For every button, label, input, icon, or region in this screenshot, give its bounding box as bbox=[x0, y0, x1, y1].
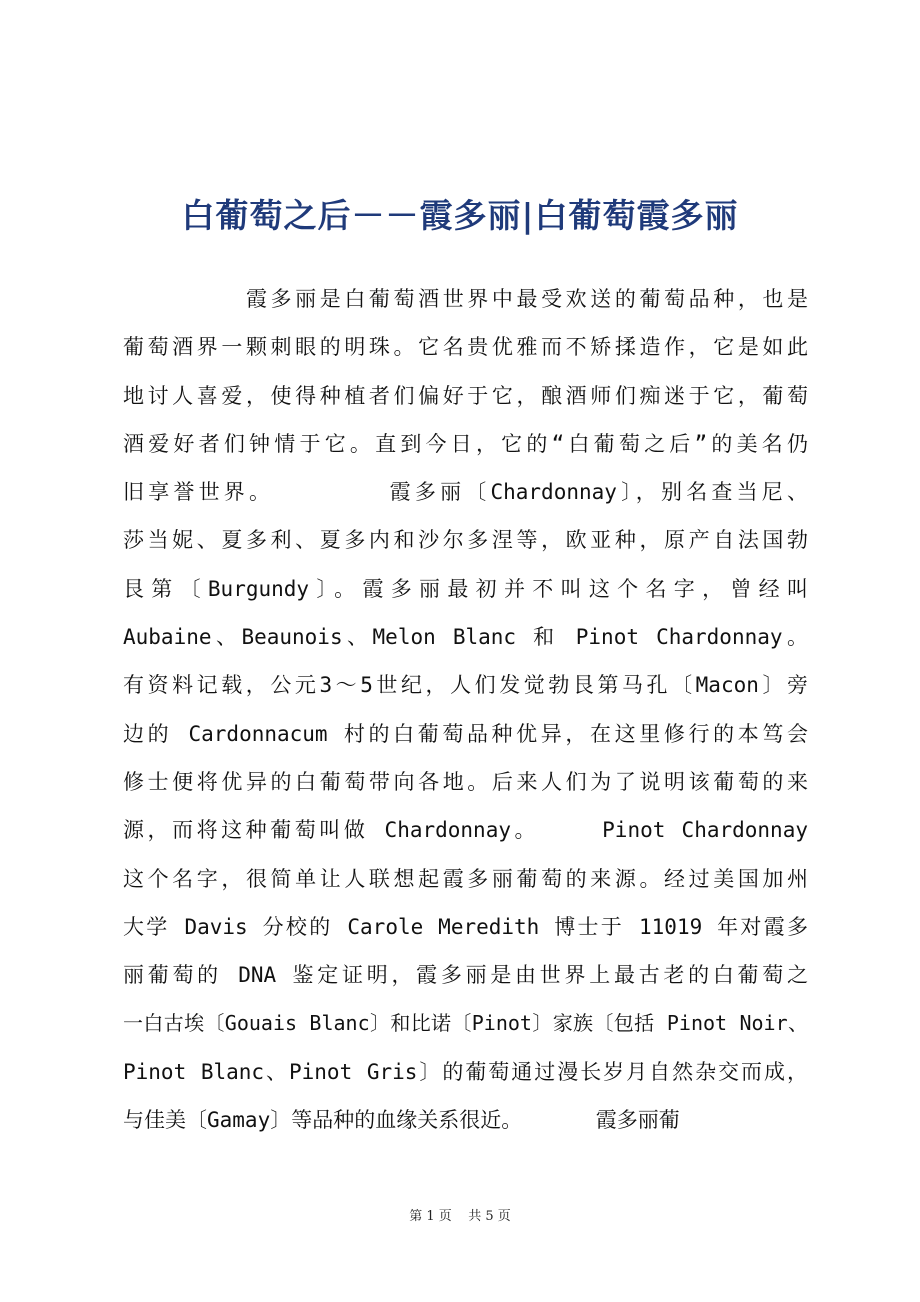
text-line: 霞多丽是白葡萄酒世界中最受欢送的葡萄品种，也是 bbox=[123, 287, 808, 311]
text-line: Aubaine、Beaunois、Melon Blanc 和 Pinot Chardonnay。 bbox=[123, 625, 808, 650]
text-line: 一白古埃〔Gouais Blanc〕和比诺〔Pinot〕家族〔包括 Pinot Noir、 bbox=[123, 1011, 808, 1036]
text-line: 边的 Cardonnacum 村的白葡萄品种优异，在这里修行的本笃会 bbox=[123, 721, 808, 746]
text-line: 艮第〔Burgundy〕。霞多丽最初并不叫这个名字，曾经叫 bbox=[123, 576, 808, 601]
text-line: 大学 Davis 分校的 Carole Meredith 博士于 11019 年对霞多 bbox=[123, 914, 808, 939]
text-line: 酒爱好者们钟情于它。直到今日，它的“白葡萄之后”的美名仍 bbox=[123, 431, 808, 456]
text-line: 地讨人喜爱，使得种植者们偏好于它，酿酒师们痴迷于它，葡萄 bbox=[123, 383, 808, 408]
text-line: 葡萄酒界一颗刺眼的明珠。它名贵优雅而不矫揉造作，它是如此 bbox=[123, 335, 808, 360]
text-line: Pinot Blanc、Pinot Gris〕的葡萄通过漫长岁月自然杂交而成， bbox=[123, 1059, 808, 1084]
text-line: 莎当妮、夏多利、夏多内和沙尔多涅等，欧亚种，原产自法国勃 bbox=[123, 528, 808, 553]
text-line: 与佳美〔Gamay〕等品种的血缘关系很近。 霞多丽葡 bbox=[123, 1108, 680, 1133]
body-text bbox=[123, 275, 808, 1144]
page-title: 白葡萄之后－－霞多丽|白葡萄霞多丽 bbox=[181, 196, 739, 235]
text-line: 丽葡萄的 DNA 鉴定证明，霞多丽是由世界上最古老的白葡萄之 bbox=[123, 963, 808, 988]
page-footer: 第 1 页 共 5 页 bbox=[409, 1209, 511, 1224]
text-line: 这个名字，很简单让人联想起霞多丽葡萄的来源。经过美国加州 bbox=[123, 866, 808, 891]
text-line: 有资料记载，公元3～5世纪，人们发觉勃艮第马孔〔Macon〕旁 bbox=[123, 673, 808, 698]
text-line: 源，而将这种葡萄叫做 Chardonnay。 Pinot Chardonnay bbox=[123, 818, 808, 843]
text-line: 修士便将优异的白葡萄带向各地。后来人们为了说明该葡萄的来 bbox=[123, 769, 808, 794]
text-line: 旧享誉世界。 霞多丽〔Chardonnay〕，别名查当尼、 bbox=[123, 480, 808, 505]
